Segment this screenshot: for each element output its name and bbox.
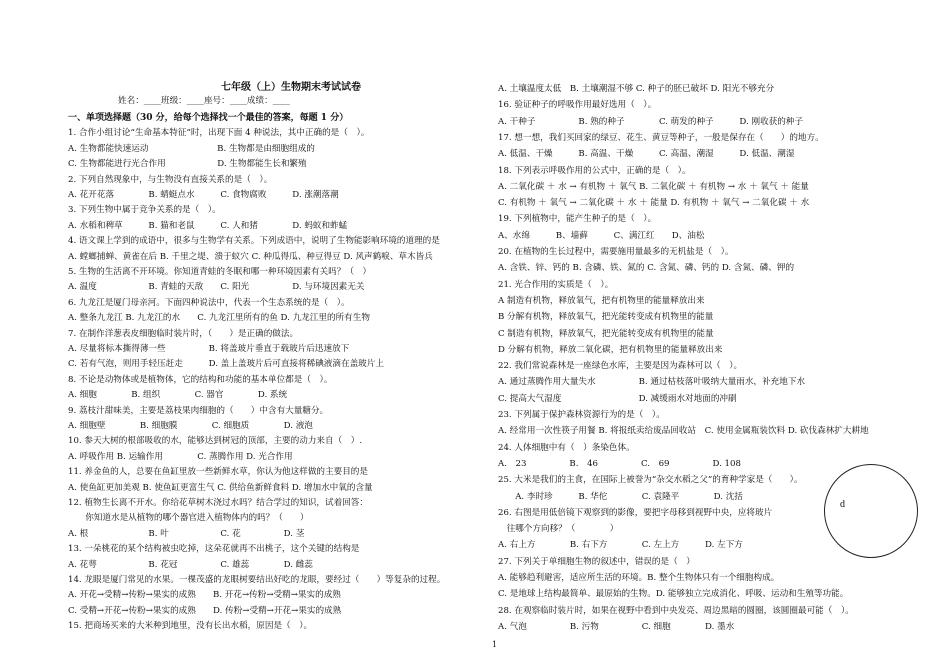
left-question-line: A. 尽量将标本撕得薄一些 B. 将盖玻片垂直于载玻片后迅速放下 — [68, 344, 350, 354]
right-question-line: A. 23 B. 46 C. 69 D. 108 — [498, 458, 741, 469]
left-question-line: 7. 在制作洋葱表皮细胞临时装片时，（ ）是正确的做法。 — [68, 328, 299, 339]
right-question-line: A. 干种子 B. 熟的种子 C. 萌发的种子 D. 刚收获的种子 — [498, 116, 804, 127]
right-question-line: 20. 在植物的生长过程中，需要施用量最多的无机盐是（ ）。 — [498, 247, 734, 257]
left-question-line: A. 生物都能快速运动 B. 生物都是由细胞组成的 — [68, 143, 315, 154]
microscope-field-circle — [824, 464, 918, 558]
right-question-line: 往哪个方向移？（ ） — [498, 524, 619, 535]
left-question-line: 13. 一朵桃花的某个结构被虫吃掉，这朵花就再不出桃子，这个关键的结构是 — [68, 544, 360, 555]
left-question-line: 一、单项选择题（30 分，给每个选择找一个最佳的答案，每题 1 分） — [68, 113, 349, 123]
left-question-line: A. 整条九龙江 B. 九龙江的水 C. 九龙江里所有的鱼 D. 九龙江里的所有生物 — [68, 313, 370, 324]
microscope-field-letter: d — [840, 499, 845, 510]
right-question-line: 24. 人体细胞中有（ ）条染色体。 — [498, 442, 635, 453]
left-question-line: A. 温度 B. 青蛙的天敌 C. 阳光 D. 与环境因素无关 — [68, 282, 365, 293]
right-question-line: 16. 验证种子的呼吸作用最好选用（ ）。 — [498, 100, 657, 111]
right-question-line: A. 能够趋利避害，适应所生活的环境。B. 整个生物体只有一个细胞构成。 — [498, 573, 780, 583]
right-question-line: A. 李时珍 B. 华佗 C. 袁隆平 D. 沈括 — [498, 491, 743, 502]
right-question-line: 25. 大米是我们的主食，在国际上被誉为“杂交水稻之父”的育种学家是（ ）。 — [498, 475, 803, 486]
left-question-line: 4. 语文课上学到的成语中，很多与生物学有关系。下列成语中，说明了生物能影响环境的道理的是 — [68, 236, 440, 247]
left-question-line: A. 水稻和稗草 B. 猫和老鼠 C. 人和猪 D. 蚂蚁和蚱蜢 — [68, 220, 348, 231]
right-question-line: 21. 光合作用的实质是（ ）。 — [498, 279, 614, 290]
left-question-line: A. 呼吸作用 B. 运输作用 C. 蒸腾作用 D. 光合作用 — [68, 451, 293, 462]
right-question-line: 23. 下列属于保护森林资源行为的是（ ）。 — [498, 410, 665, 420]
left-question-line: A. 螳螂捕蝉、黄雀在后 B. 千里之堤、溃于蚁穴 C. 种瓜得瓜、种豆得豆 D. 风声鹤唳、草木皆兵 — [68, 251, 433, 262]
left-question-line: 15. 把商场买来的大米种到地里，没有长出水稻，原因是（ ）。 — [68, 621, 313, 632]
right-question-line: A 制造有机物，释放氧气，把有机物里的能量释放出来 — [498, 295, 705, 306]
page-number: 1 — [492, 640, 498, 649]
right-question-line: 28. 在观察临时装片时，如果在视野中看到中央发亮、周边黑暗的圆圈，该圆圈最可能（ ）。 — [498, 605, 854, 616]
right-question-line: 26. 右图是用低倍镜下观察到的影像，要把字母移到视野中央，应将玻片 — [498, 507, 773, 518]
left-question-line: 14. 龙眼是厦门常见的水果。一棵茂盛的龙眼树要结出好吃的龙眼，要经过（ ）等复杂的过程。 — [68, 575, 446, 585]
right-question-line: C 制造有机物，释放氧气，把光能转变成有机物里的能量 — [498, 328, 714, 339]
right-question-line: 27. 下列关于单细胞生物的叙述中，错误的是（ ） — [498, 556, 695, 567]
left-question-line: A. 开花→受精→传粉→果实的成熟 B. 开花→传粉→受精→果实的成熟 — [68, 590, 341, 601]
left-question-line: 6. 九龙江是厦门母亲河。下面四种说法中，代表一个生态系统的是（ ）。 — [68, 297, 350, 308]
left-question-line: 9. 荔枝汁甜味美，主要是荔枝果肉细胞的（ ）中含有大量糖分。 — [68, 405, 329, 416]
right-question-line: B 分解有机物，释放氧气，把光能转变成有机物里的能量 — [498, 312, 714, 323]
left-question-line: C. 受精→开花→传粉→果实的成熟 D. 传粉→受精→开花→果实的成熟 — [68, 605, 342, 616]
right-question-line: 17. 想一想，我们买回家的绿豆、花生、黄豆等种子，一般是保存在（ ）的地方。 — [498, 132, 824, 143]
left-question-line: 你知道水是从植物的哪个器官进入植物体内的吗？（ ） — [68, 513, 309, 524]
left-question-line: A. 花开花落 B. 蜻蜓点水 C. 食物腐败 D. 涨潮落潮 — [68, 190, 339, 200]
left-question-line: 12. 植物生长离不开水。你给花草树木浇过水吗？结合学过的知识，试着回答： — [68, 498, 368, 508]
right-question-line: 22. 我们常说森林是一座绿色水库，主要是因为森林可以（ ）。 — [498, 361, 743, 372]
right-question-line: A、水绵 B、墙藓 C、满江红 D、油松 — [498, 230, 705, 241]
right-question-line: 18. 下列表示呼吸作用的公式中，正确的是（ ）。 — [498, 165, 691, 176]
left-question-line: C. 生物都能进行光合作用 D. 生物都能生长和繁殖 — [68, 159, 307, 170]
right-question-line: D 分解有机物，释放二氧化碳，把有机物里的能量释放出来 — [498, 344, 723, 355]
right-question-line: A. 土壤温度太低 B. 土壤潮湿不够 C. 种子的胚已破坏 D. 阳光不够充分 — [498, 84, 775, 94]
right-question-line: A. 含铁、锌、钙的 B. 含磷、铁、氮的 C. 含氮、磷、钙的 D. 含氮、磷、钾的 — [498, 263, 795, 274]
left-question-line: 5. 生物的生活离不开环境。你知道青蛙的冬眠和哪一种环境因素有关吗？（ ） — [68, 267, 372, 277]
left-question-line: A. 使鱼缸更加美观 B. 使鱼缸更富生气 C. 供给鱼新鲜食料 D. 增加水中氧的含量 — [68, 482, 373, 493]
right-question-line: A. 低温、干燥 B. 高温、干燥 C. 高温、潮湿 D. 低温、潮湿 — [498, 149, 795, 160]
right-question-line: C. 是地球上结构最简单、最原始的生物。D. 能够独立完成消化、呼吸、运动和生殖等功能。 — [498, 589, 849, 600]
left-question-line: C. 若有气泡，则用手轻压赶走 D. 盖上盖玻片后可直接将稀碘液滴在盖玻片上 — [68, 359, 384, 370]
right-question-line: A. 通过蒸腾作用大量失水 B. 通过枯枝落叶吸纳大量雨水，补充地下水 — [498, 377, 806, 388]
left-question-line: 3. 下列生物中属于竞争关系的是（ ）。 — [68, 205, 221, 216]
left-question-line: 2. 下列自然现象中，与生物没有直接关系的是（ ）。 — [68, 174, 273, 185]
student-info-line: 姓名：____班级：____座号：____成绩：____ — [118, 96, 290, 106]
left-question-line: 11. 养金鱼的人，总要在鱼缸里放一些新鲜水草，你认为他这样做的主要目的是 — [68, 467, 368, 478]
left-question-line: 8. 不论是动物体或是植物体，它的结构和功能的基本单位都是（ ）。 — [68, 374, 333, 385]
left-question-line: 1. 合作小组讨论“生命基本特征”时，出现下面 4 种说法，其中正确的是（ ）。 — [68, 128, 370, 139]
right-question-line: C. 有机物 ＋ 氧气 → 二氧化碳 ＋ 水 ＋ 能量 D. 有机物 ＋ 氧气 → 二氧化碳 ＋ 水 — [498, 198, 810, 209]
right-question-line: 19. 下列植物中，能产生种子的是（ ）。 — [498, 214, 657, 225]
left-question-line: 10. 参天大树的根部吸收的水，能够达到树冠的顶部，主要的动力来自（ ）. — [68, 436, 363, 447]
right-question-line: A. 经常用一次性筷子用餐 B. 将报纸卖给废品回收站 C. 使用金属瓶装饮料 D. 砍伐森林扩大耕地 — [498, 426, 869, 437]
left-question-line: A. 细胞壁 B. 细胞膜 C. 细胞质 D. 液泡 — [68, 421, 313, 431]
right-question-line: A. 二氧化碳 ＋ 水 → 有机物 ＋ 氧气 B. 二氧化碳 ＋ 有机物 → 水 ＋ 氧气 ＋ 能量 — [498, 181, 809, 192]
left-question-line: A. 根 B. 叶 C. 花 D. 茎 — [68, 528, 305, 539]
left-question-line: A. 花萼 B. 花冠 C. 雄蕊 D. 雌蕊 — [68, 559, 313, 570]
right-question-line: A. 气泡 B. 污物 C. 细胞 D. 墨水 — [498, 621, 735, 632]
page-title: 七年级（上）生物期末考试试卷 — [221, 82, 361, 93]
right-question-line: A. 右上方 B. 右下方 C. 左上方 D. 左下方 — [498, 540, 743, 551]
right-question-line: C. 提高大气湿度 D. 减缓雨水对地面的冲刷 — [498, 393, 737, 404]
left-question-line: A. 细胞 B. 组织 C. 器官 D. 系统 — [68, 390, 288, 401]
